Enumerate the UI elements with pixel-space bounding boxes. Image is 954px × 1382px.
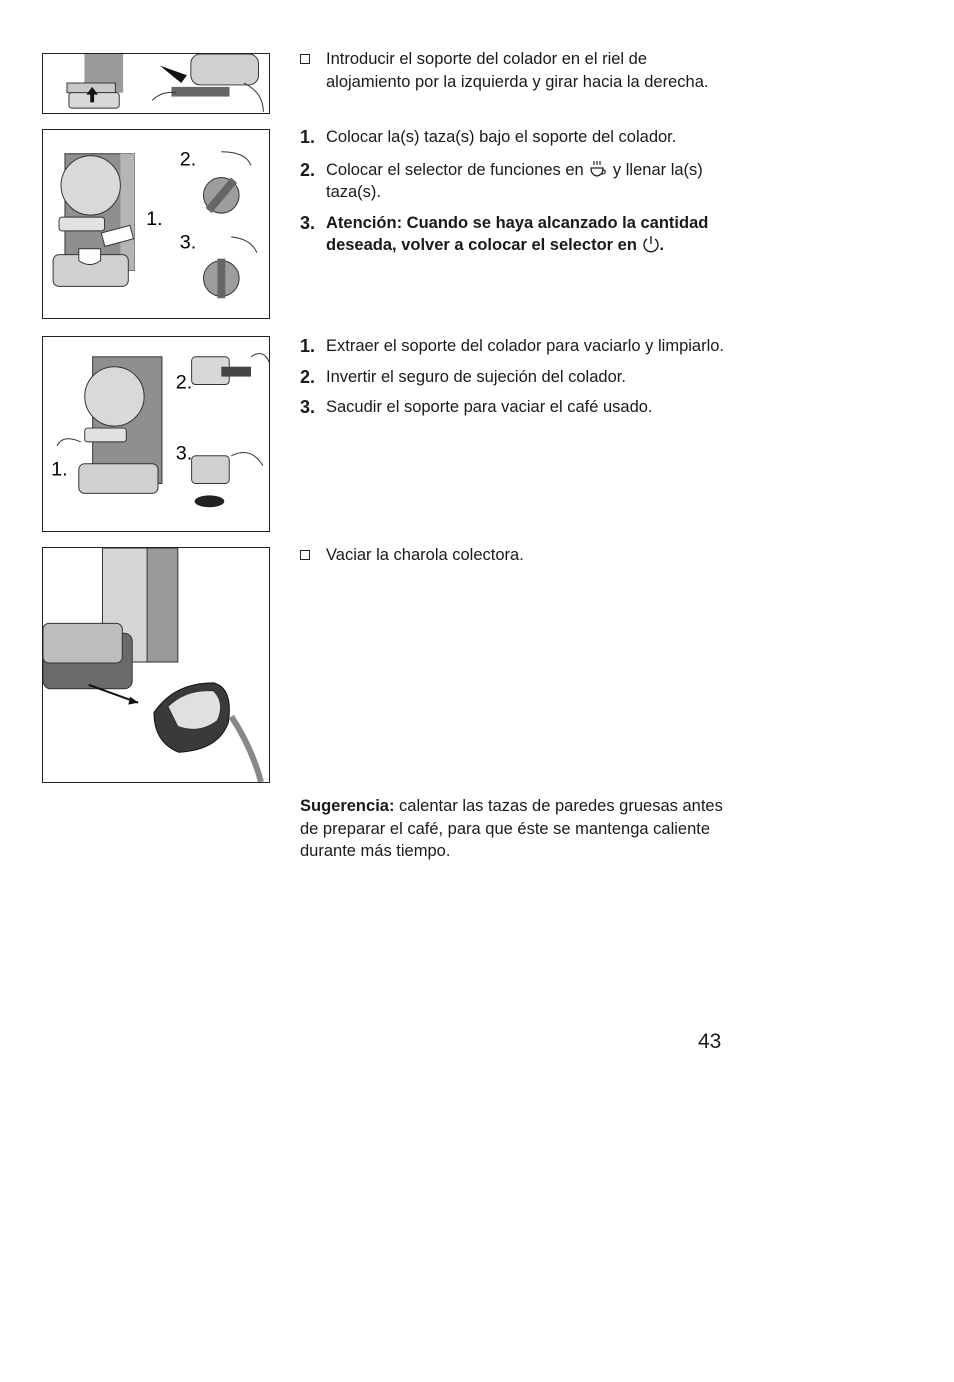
- step-text: y llenar la(s) taza(s).: [326, 160, 703, 201]
- figure-label: 2.: [175, 371, 193, 394]
- step-drip-tray: [300, 544, 730, 567]
- step-text: Extraer el soporte del colador para vaciarlo y limpiarlo.: [326, 337, 725, 355]
- step-text: Vaciar la charola colectora.: [326, 546, 524, 564]
- espresso-machine-illustration: [43, 54, 269, 113]
- figure-label: 2.: [179, 148, 197, 171]
- espresso-machine-illustration: [43, 337, 269, 531]
- power-icon: [642, 235, 660, 253]
- step-number: 1.: [300, 127, 316, 147]
- step-text: Colocar el selector de funciones en: [326, 160, 584, 179]
- step-text: Colocar la(s) taza(s) bajo el soporte del colador.: [326, 128, 677, 146]
- step-text: .: [659, 236, 665, 254]
- figure-label: 1.: [146, 207, 163, 230]
- list-item: [300, 48, 730, 93]
- tip-text: calentar las tazas de paredes gruesas antes de preparar el café, para que éste se mantenga caliente durante más tiempo.: [300, 797, 723, 860]
- checkbox-bullet-icon: [300, 54, 310, 64]
- checkbox-bullet-icon: [300, 550, 310, 560]
- step-text: Introducir el soporte del colador en el riel de alojamiento por la izquierda y girar hacia la derecha.: [326, 50, 709, 91]
- figure-label: 3.: [175, 442, 193, 465]
- figure-insert-filter-holder: [42, 53, 270, 114]
- figure-brew-cup: [42, 129, 270, 319]
- step-text: Invertir el seguro de sujeción del colador.: [326, 367, 626, 386]
- list-item: [300, 396, 730, 419]
- step-number: 3.: [300, 397, 316, 417]
- list-item: [300, 335, 730, 358]
- list-item: [300, 366, 730, 389]
- step-number: 1.: [300, 336, 316, 356]
- figure-empty-filter: [42, 336, 270, 532]
- figure-label: 1.: [51, 458, 68, 481]
- step-text: Atención: Cuando se haya alcanzado la cantidad deseada, volver a colocar el selector en: [326, 213, 709, 254]
- step-number: 2.: [300, 366, 316, 387]
- list-item: [300, 126, 730, 149]
- list-item: [300, 159, 730, 204]
- list-item: [300, 544, 730, 567]
- step-insert-filter: [300, 48, 730, 93]
- step-number: 2.: [300, 159, 316, 180]
- step-empty-filter: [300, 335, 730, 419]
- figure-drip-tray: [42, 547, 270, 783]
- figure-label: 3.: [179, 231, 197, 254]
- tip-paragraph: [300, 795, 725, 863]
- espresso-machine-illustration: [43, 130, 269, 318]
- list-item: [300, 212, 730, 257]
- step-brew: [300, 126, 730, 257]
- step-number: 3.: [300, 212, 316, 233]
- coffee-cup-icon: [588, 160, 608, 178]
- tip-label: Sugerencia:: [300, 797, 395, 815]
- page-number: 43: [698, 1030, 722, 1053]
- espresso-machine-illustration: [43, 548, 269, 782]
- step-text: Sacudir el soporte para vaciar el café usado.: [326, 398, 653, 416]
